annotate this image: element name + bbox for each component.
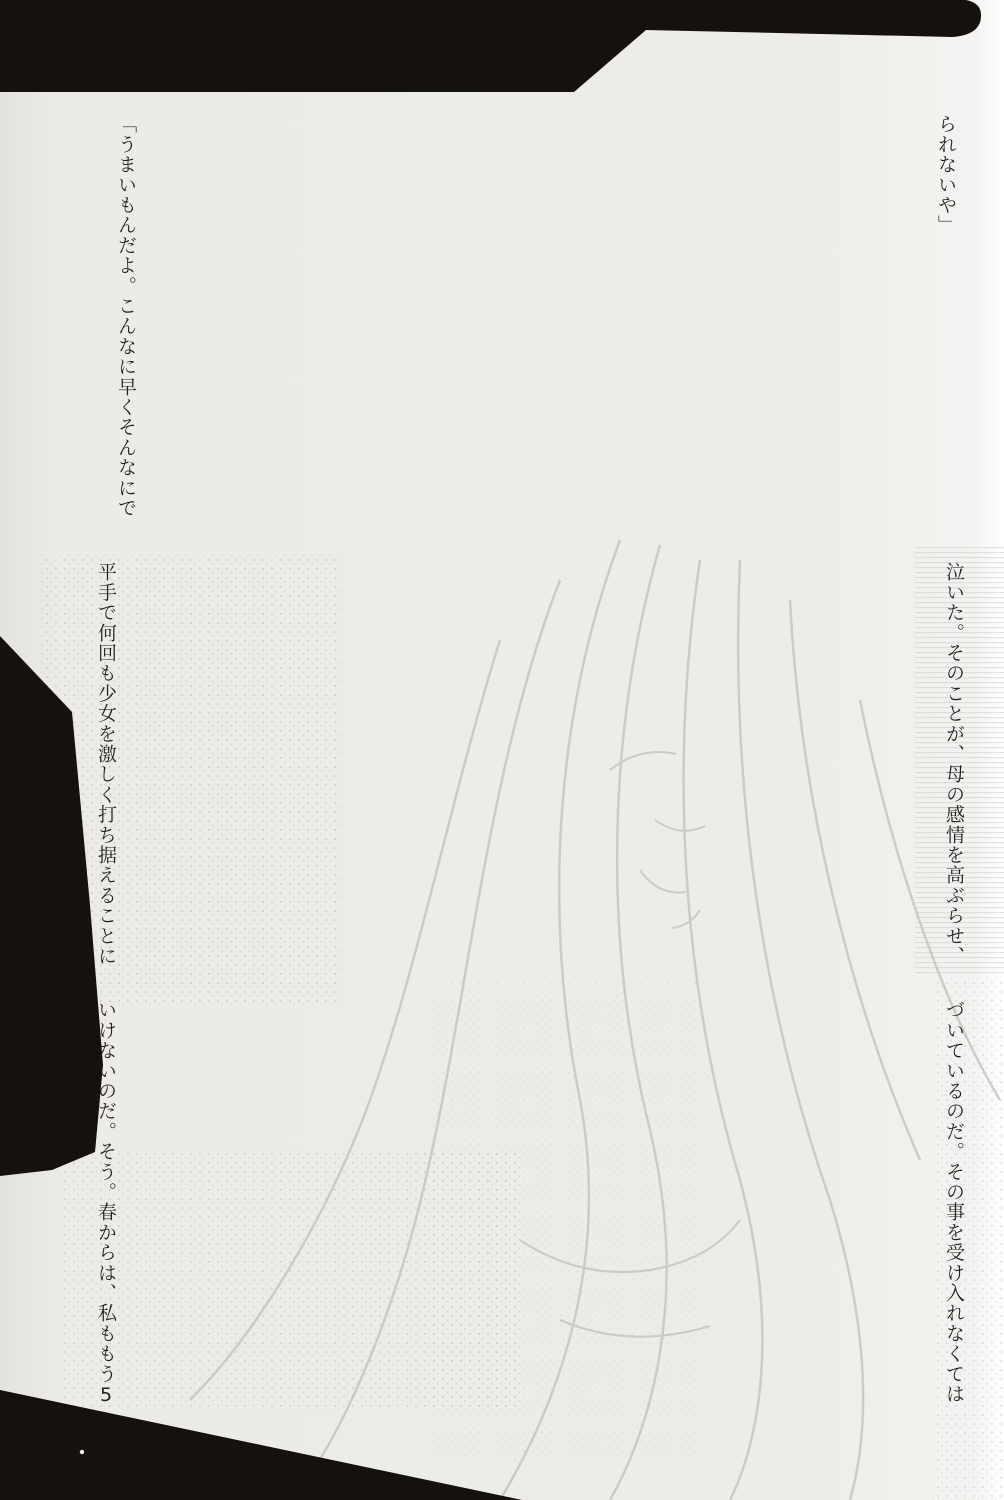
text-column: られないや」 xyxy=(935,114,957,236)
top-black-band xyxy=(0,0,981,92)
text-block-middle xyxy=(95,562,968,996)
text-block-top xyxy=(115,114,960,560)
text-column: いけないのだ。そう。春からは、私ももう5 xyxy=(95,1000,117,1407)
text-column: づいているのだ。その事を受け入れなくては xyxy=(943,1000,965,1404)
text-column: 泣いた。そのことが、母の感情を高ぶらせ、 xyxy=(943,562,965,966)
text-column: 「うまいもんだよ。こんなに早くそんなにで xyxy=(115,114,137,518)
text-column: 平手で何回も少女を激しく打ち据えることに xyxy=(95,562,117,966)
text-block-bottom xyxy=(95,1000,968,1452)
